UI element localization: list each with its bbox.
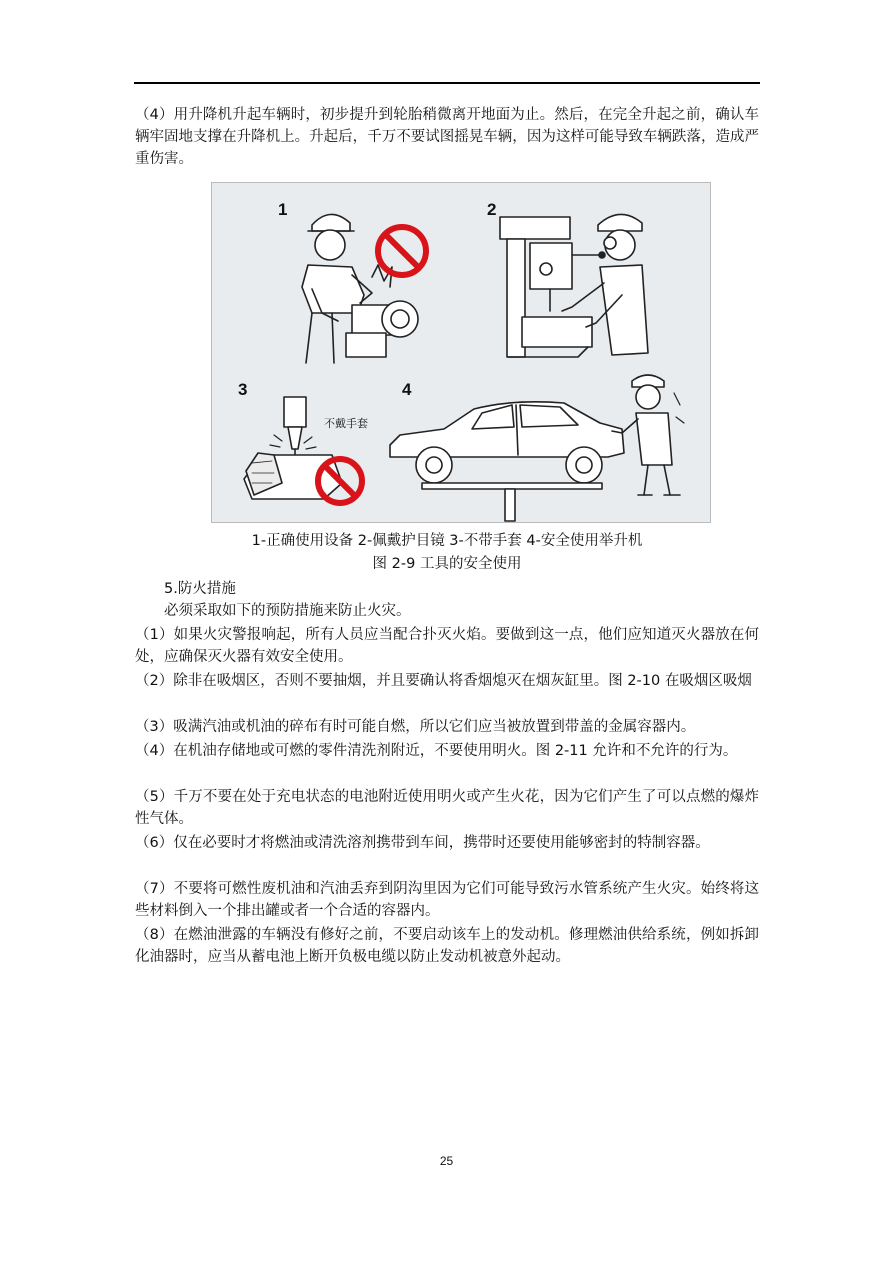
paragraph-intro: 必须采取如下的预防措施来防止火灾。 — [164, 603, 411, 619]
panel-3-gloves-illustration — [244, 397, 342, 499]
panel-3-label: 不戴手套 — [324, 417, 368, 430]
paragraph-fire-8: （8）在燃油泄露的车辆没有修好之前，不要启动该车上的发动机。修理燃油供给系统，例如拆卸化油器时，应当从蓄电池上断开负极电缆以防止发动机被意外起动。 — [135, 927, 759, 965]
panel-number-3: 3 — [238, 380, 248, 399]
paragraph-fire-2: （2）除非在吸烟区，否则不要抽烟，并且要确认将香烟熄灭在烟灰缸里。图 2-10 在吸烟区吸烟 — [135, 673, 752, 689]
paragraph-lift-safety: （4）用升降机升起车辆时，初步提升到轮胎稍微离开地面为止。然后，在完全升起之前，确认车辆牢固地支撑在升降机上。升起后，千万不要试图摇晃车辆，因为这样可能导致车辆跌落，造成严重伤害。 — [135, 107, 759, 167]
paragraph-fire-6: （6）仅在必要时才将燃油或清洗溶剂携带到车间，携带时还要使用能够密封的特制容器。 — [135, 835, 710, 851]
section-heading-fire: 5.防火措施 — [164, 581, 236, 597]
panel-4-car-lift-illustration — [390, 375, 684, 521]
panel-number-4: 4 — [402, 380, 412, 399]
header-rule — [134, 82, 760, 84]
figure-legend: 1-正确使用设备 2-佩戴护目镜 3-不带手套 4-安全使用举升机 — [251, 533, 643, 549]
paragraph-fire-5: （5）千万不要在处于充电状态的电池附近使用明火或产生火花，因为它们产生了可以点燃的爆炸性气体。 — [135, 789, 759, 827]
paragraph-fire-1: （1）如果火灾警报响起，所有人员应当配合扑灭火焰。要做到这一点，他们应知道灭火器放在何处，应确保灭火器有效安全使用。 — [135, 627, 759, 665]
figure-caption: 图 2-9 工具的安全使用 — [372, 556, 522, 572]
prohibition-sign-icon — [378, 227, 426, 275]
panel-number-2: 2 — [487, 200, 497, 219]
paragraph-fire-3: （3）吸满汽油或机油的碎布有时可能自燃，所以它们应当被放置到带盖的金属容器内。 — [135, 719, 696, 735]
page-number: 25 — [439, 1154, 454, 1168]
panel-number-1: 1 — [278, 200, 288, 219]
paragraph-fire-7: （7）不要将可燃性废机油和汽油丢弃到阴沟里因为它们可能导致污水管系统产生火灾。始终将这些材料倒入一个排出罐或者一个合适的容器内。 — [135, 881, 759, 919]
figure-tool-safety — [211, 182, 711, 523]
paragraph-fire-4: （4）在机油存储地或可燃的零件清洗剂附近，不要使用明火。图 2-11 允许和不允许的行为。 — [135, 743, 738, 759]
panel-1-grinder-illustration — [302, 214, 418, 363]
panel-2-drill-press-illustration — [500, 214, 648, 357]
